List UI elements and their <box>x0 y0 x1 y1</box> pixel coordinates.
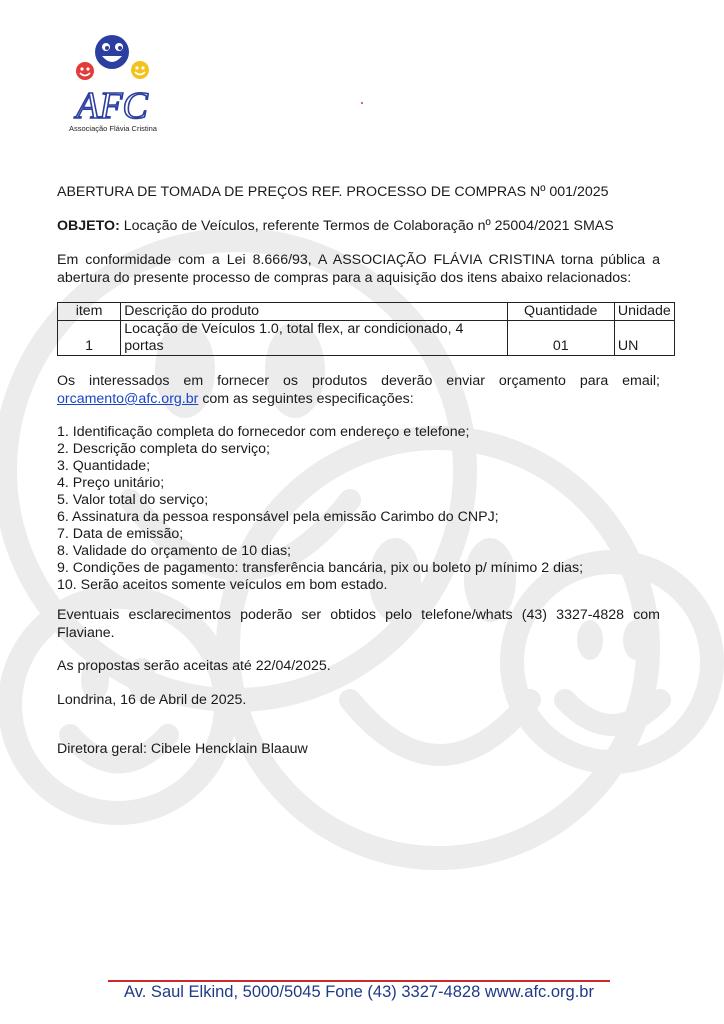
list-item: 2. Descrição completa do serviço; <box>57 441 270 457</box>
list-item: 3. Quantidade; <box>57 458 151 474</box>
object-line <box>57 217 614 235</box>
page-title: ABERTURA DE TOMADA DE PREÇOS REF. PROCESSO DE COMPRAS Nº 001/2025 <box>57 184 609 200</box>
decorative-dot <box>361 102 363 104</box>
list-item: 10. Serão aceitos somente veículos em bom estado. <box>57 577 388 593</box>
intro-paragraph: Em conformidade com a Lei 8.666/93, A ASSOCIAÇÃO FLÁVIA CRISTINA torna pública a abertura do presente processo de compras para a aquisição dos itens abaixo relacionados: <box>57 252 660 286</box>
object-text: Locação de Veículos, referente Termos de Colaboração nº 25004/2021 SMAS <box>119 218 614 234</box>
signature-text: Diretora geral: Cibele Hencklain Blaauw <box>57 741 308 757</box>
object-label: OBJETO: <box>57 218 120 234</box>
cell-item: 1 <box>58 321 121 356</box>
list-item: 9. Condições de pagamento: transferência bancária, pix ou boleto p/ mínimo 2 dias; <box>57 560 584 576</box>
clarifications-paragraph: Eventuais esclarecimentos poderão ser obtidos pelo telefone/whats (43) 3327-4828 com Flaviane. <box>57 607 660 641</box>
table-row <box>58 321 675 356</box>
table-header-row <box>58 303 675 321</box>
footer-address: Av. Saul Elkind, 5000/5045 Fone (43) 3327-4828 www.afc.org.br <box>124 983 594 1001</box>
header-unit: Unidade <box>614 303 674 321</box>
smiley-faces-logo-icon <box>66 30 166 134</box>
request-text: Os interessados em fornecer os produtos deverão enviar orçamento para email; <box>57 373 660 389</box>
place-date-text: Londrina, 16 de Abril de 2025. <box>57 692 247 708</box>
email-link[interactable]: orcamento@afc.org.br <box>57 391 199 407</box>
list-item: 5. Valor total do serviço; <box>57 492 209 508</box>
list-item: 4. Preço unitário; <box>57 475 165 491</box>
header-description: Descrição do produto <box>121 303 507 321</box>
cell-quantity: 01 <box>507 321 614 356</box>
cell-description-line2: portas <box>124 338 164 354</box>
header-quantity: Quantidade <box>507 303 614 321</box>
request-text-end: com as seguintes especificações: <box>198 391 414 407</box>
cell-description-line1: Locação de Veículos 1.0, total flex, ar condicionado, 4 <box>124 321 464 337</box>
list-item: 6. Assinatura da pessoa responsável pela emissão Carimbo do CNPJ; <box>57 509 499 525</box>
list-item: 8. Validade do orçamento de 10 dias; <box>57 543 291 559</box>
request-paragraph <box>57 372 660 408</box>
specifications-list <box>57 424 583 594</box>
cell-unit: UN <box>614 321 674 356</box>
items-table <box>57 302 675 356</box>
cell-description <box>121 321 507 356</box>
header-item: item <box>58 303 121 321</box>
deadline-text: As propostas serão aceitas até 22/04/2025. <box>57 658 331 674</box>
logo-caption: Associação Flávia Cristina <box>69 124 157 133</box>
list-item: 1. Identificação completa do fornecedor com endereço e telefone; <box>57 424 470 440</box>
logo-text: AFC <box>76 85 148 127</box>
footer-rule <box>108 980 610 982</box>
list-item: 7. Data de emissão; <box>57 526 184 542</box>
